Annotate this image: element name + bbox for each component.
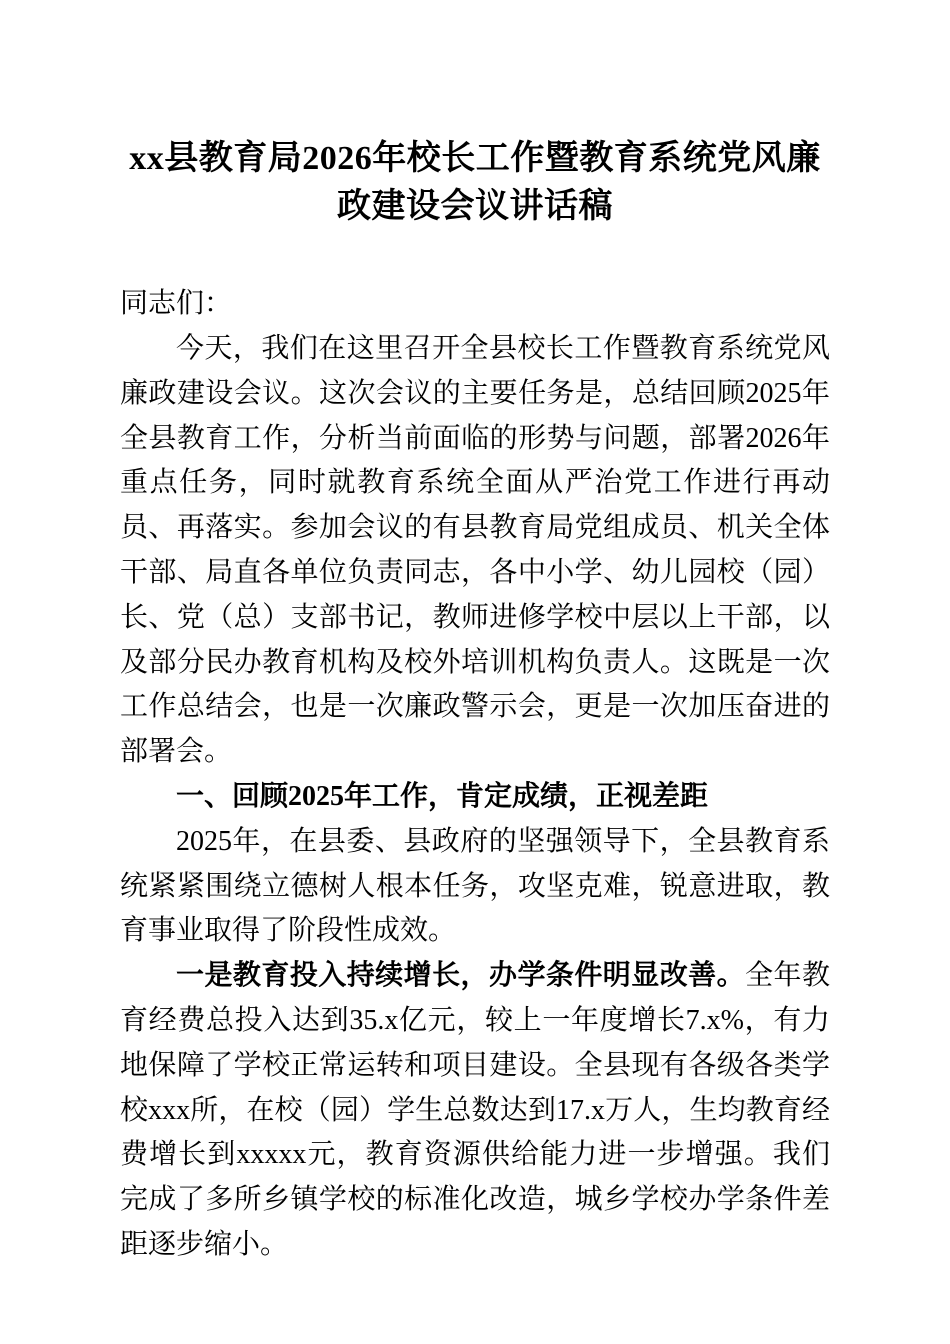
section-1-paragraph-2-body: 全年教育经费总投入达到35.x亿元，较上一年度增长7.x%，有力地保障了学校正常运转和项目建设。全县现有各级各类学校xxx所，在校（园）学生总数达到17.x万人，生均教育经费增长到xxxxx元，教育资源供给能力进一步增强。我们完成了多所乡镇学校的标准化改造，城乡学校办学条件差距逐步缩小。 <box>120 960 830 1260</box>
intro-paragraph: 今天，我们在这里召开全县校长工作暨教育系统党风廉政建设会议。这次会议的主要任务是，总结回顾2025年全县教育工作，分析当前面临的形势与问题，部署2026年重点任务，同时就教育系统全面从严治党工作进行再动员、再落实。参加会议的有县教育局党组成员、机关全体干部、局直各单位负责同志，各中小学、幼儿园校（园）长、党（总）支部书记，教师进修学校中层以上干部，以及部分民办教育机构及校外培训机构负责人。这既是一次工作总结会，也是一次廉政警示会，更是一次加压奋进的部署会。 <box>120 332 830 768</box>
document-title: xx县教育局2026年校长工作暨教育系统党风廉政建设会议讲话稿 <box>129 140 821 225</box>
section-1-paragraph-1: 2025年，在县委、县政府的坚强领导下，全县教育系统紧紧围绕立德树人根本任务，攻坚克难，锐意进取，教育事业取得了阶段性成效。 <box>120 825 830 947</box>
section-1-paragraph-2-lead: 一是教育投入持续增长，办学条件明显改善。 <box>176 960 746 992</box>
section-1-heading: 一、回顾2025年工作，肯定成绩，正视差距 <box>176 780 709 812</box>
salutation: 同志们： <box>120 288 233 320</box>
section-1-paragraph-2 <box>120 954 830 1268</box>
